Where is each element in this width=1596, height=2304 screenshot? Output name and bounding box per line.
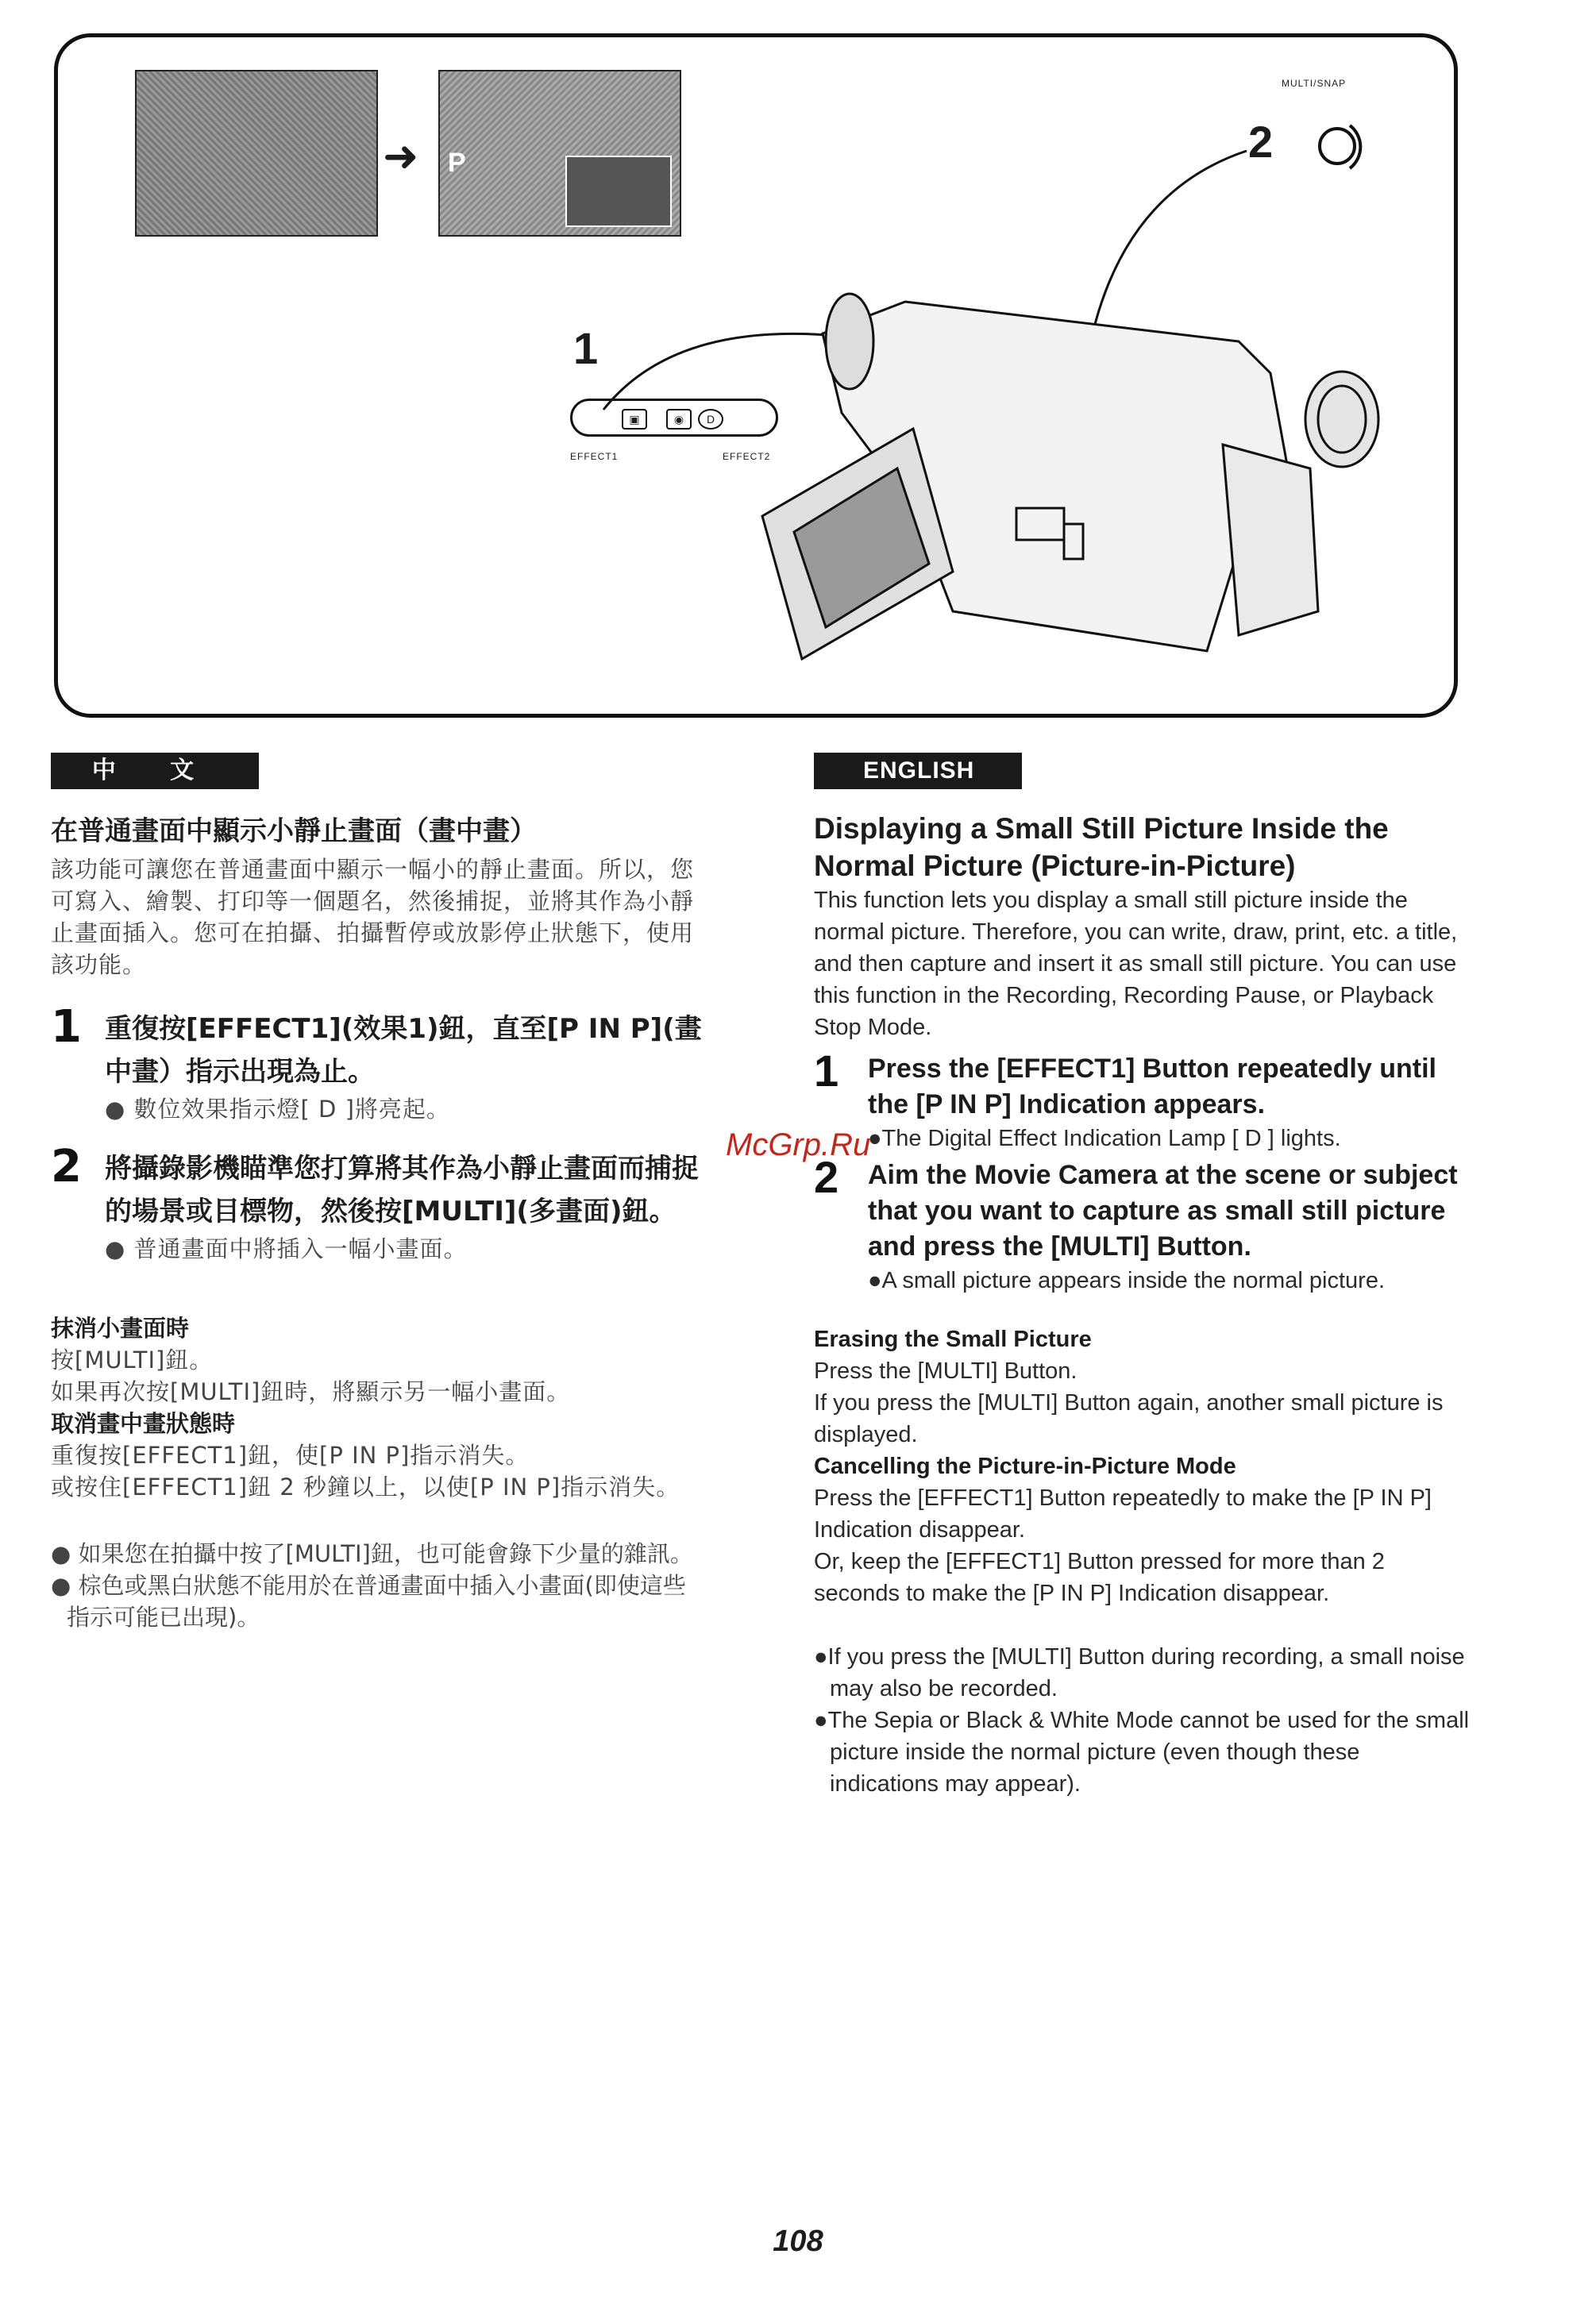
step-note: ●A small picture appears inside the normal picture.: [868, 1268, 1385, 1293]
multi-snap-label: MULTI/SNAP: [1282, 78, 1347, 89]
step-number: 2: [814, 1152, 839, 1202]
chinese-intro: 該功能可讓您在普通畫面中顯示一幅小的靜止畫面。所以，您可寫入、繪製、打印等一個題名，然後捕捉，並將其作為小靜止畫面插入。您可在拍攝、拍攝暫停或放影停止狀態下，使用該功能。: [51, 856, 695, 978]
step-note: ● 數位效果指示燈[ D ]將亮起。: [105, 1096, 450, 1123]
chinese-column: [51, 813, 702, 1633]
english-note-1: ●If you press the [MULTI] Button during recording, a small noise may also be recorded.: [814, 1644, 1465, 1701]
step-note: ●The Digital Effect Indication Lamp [ D ] lights.: [868, 1126, 1341, 1151]
chinese-erase-title: 抹消小畫面時: [51, 1315, 190, 1342]
step-title: 重復按[EFFECT1](效果1)鈕，直至[P IN P](畫中畫）指示出現為止。: [105, 1013, 702, 1088]
camcorder-illustration: [0, 0, 1596, 722]
english-cancel-2: Or, keep the [EFFECT1] Button pressed for more than 2 seconds to make the [P IN P] Indication disappear.: [814, 1549, 1385, 1606]
camcorder-body: [762, 294, 1378, 659]
chinese-section-badge: 中 文: [51, 753, 259, 789]
watermark: McGrp.Ru: [726, 1127, 871, 1162]
english-cancel-1: Press the [EFFECT1] Button repeatedly to make the [P IN P] Indication disappear.: [814, 1485, 1432, 1543]
english-erase-1: Press the [MULTI] Button.: [814, 1358, 1077, 1384]
english-erase-title: Erasing the Small Picture: [814, 1327, 1092, 1352]
chinese-cancel-2: 或按住[EFFECT1]鈕 2 秒鐘以上，以使[P IN P]指示消失。: [51, 1474, 680, 1501]
effect2-button-icon: ◉: [666, 409, 692, 430]
english-cancel-title: Cancelling the Picture-in-Picture Mode: [814, 1454, 1236, 1479]
effect1-button-icon: ▣: [622, 409, 647, 430]
multi-button-icon: [1320, 125, 1360, 168]
arrow-right-icon: ➜: [383, 133, 419, 180]
english-step-1: [814, 1046, 1473, 1154]
chinese-step-1: [51, 1001, 702, 1125]
chinese-note-2: ● 棕色或黑白狀態不能用於在普通畫面中插入小畫面(即使這些指示可能已出現)。: [51, 1572, 686, 1631]
step-title: 將攝錄影機瞄準您打算將其作為小靜止畫面而捕捉的場景或目標物，然後按[MULTI](多畫面)鈕。: [105, 1153, 699, 1227]
effect1-label: EFFECT1: [570, 451, 619, 462]
digital-effect-lamp: D: [698, 409, 723, 430]
english-step-2: [814, 1152, 1473, 1296]
effect-switch: [570, 399, 778, 437]
effect2-label: EFFECT2: [723, 451, 771, 462]
chinese-title: 在普通畫面中顯示小靜止畫面（畫中畫）: [51, 815, 537, 847]
step-note: ● 普通畫面中將插入一幅小畫面。: [105, 1235, 468, 1262]
page-number: 108: [773, 2225, 823, 2258]
chinese-cancel-1: 重復按[EFFECT1]鈕，使[P IN P]指示消失。: [51, 1442, 530, 1469]
english-section-badge: ENGLISH: [814, 753, 1022, 789]
chinese-note-1: ● 如果您在拍攝中按了[MULTI]鈕，也可能會錄下少量的雜訊。: [51, 1540, 693, 1567]
english-title: Displaying a Small Still Picture Inside the Normal Picture (Picture-in-Picture): [814, 812, 1389, 882]
english-intro: This function lets you display a small still picture inside the normal picture. Therefore, you can write, draw, print, etc. a title, and then capture and insert it as small still picture. You can use this function in the Recording, Recording Pause, or Playback Stop Mode.: [814, 888, 1458, 1040]
step-number: 1: [51, 1001, 82, 1053]
step-number: 1: [814, 1046, 839, 1096]
chinese-cancel-title: 取消畫中畫狀態時: [51, 1410, 236, 1437]
chinese-step-2: [51, 1141, 702, 1265]
step-title: Aim the Movie Camera at the scene or subject that you want to capture as small still picture and press the [MULTI] Button.: [868, 1160, 1458, 1262]
callout-2: 2: [1248, 117, 1274, 167]
step-number: 2: [51, 1141, 82, 1192]
callout-1: 1: [573, 323, 599, 373]
english-erase-2: If you press the [MULTI] Button again, another small picture is displayed.: [814, 1390, 1444, 1447]
step-title: Press the [EFFECT1] Button repeatedly until the [P IN P] Indication appears.: [868, 1054, 1436, 1119]
english-note-2: ●The Sepia or Black & White Mode cannot be used for the small picture inside the normal picture (even though these indications may appear).: [814, 1708, 1470, 1797]
chinese-erase-1: 按[MULTI]鈕。: [51, 1347, 214, 1374]
chinese-erase-2: 如果再次按[MULTI]鈕時，將顯示另一幅小畫面。: [51, 1378, 571, 1405]
pinp-indicator: P: [448, 148, 466, 178]
english-column: [814, 810, 1473, 1800]
